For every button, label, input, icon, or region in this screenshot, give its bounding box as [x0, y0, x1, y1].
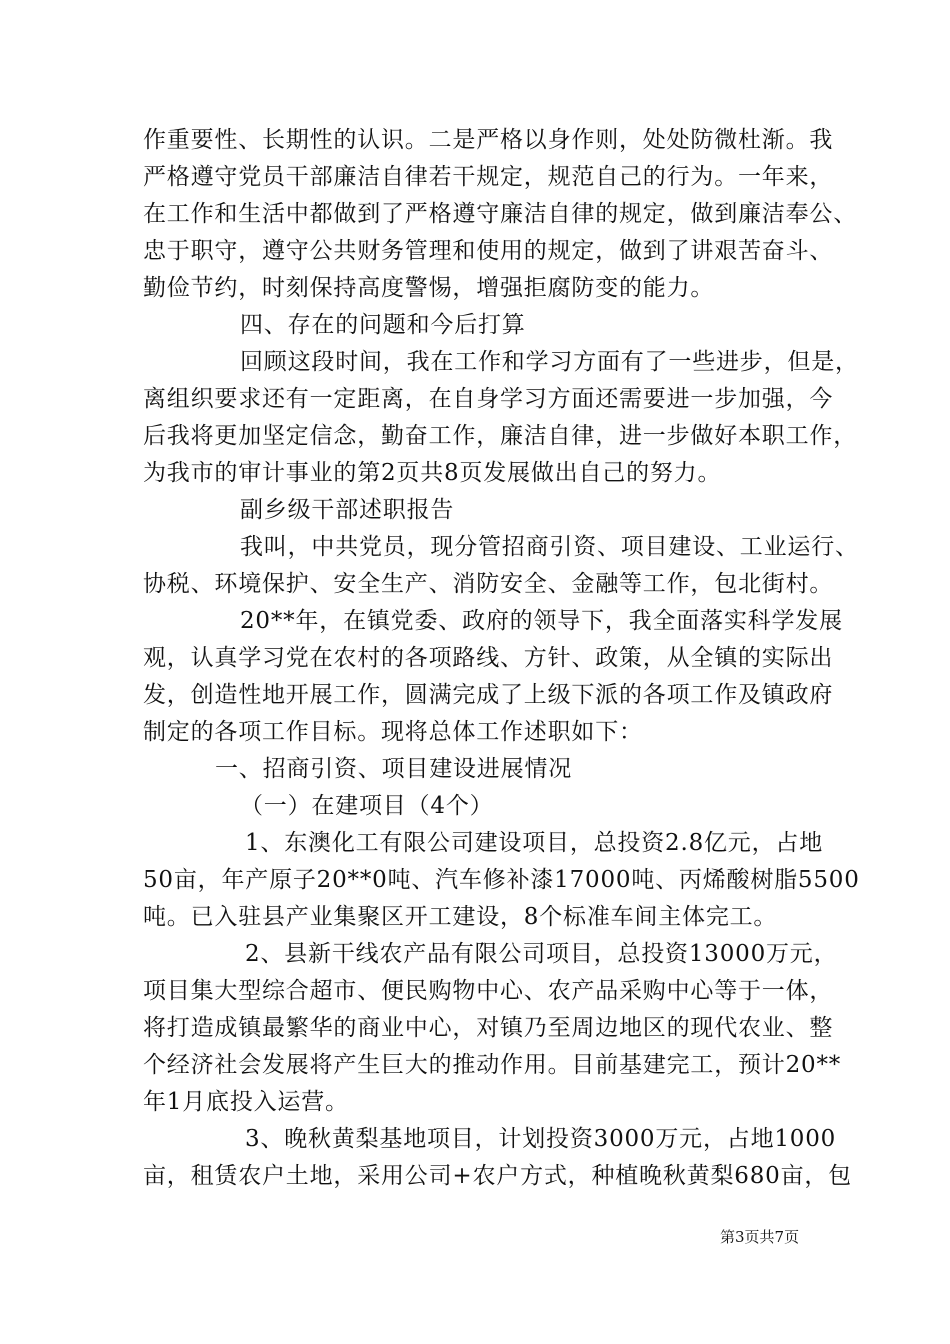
text-line: 发，创造性地开展工作，圆满完成了上级下派的各项工作及镇政府 [143, 682, 834, 708]
subsection-heading: （一）在建项目（4个） [240, 793, 494, 819]
text-line: 制定的各项工作目标。现将总体工作述职如下： [143, 719, 643, 745]
text-line: 勤俭节约，时刻保持高度警惕，增强拒腐防变的能力。 [143, 275, 715, 301]
text-line: 离组织要求还有一定距离，在自身学习方面还需要进一步加强，今 [143, 386, 834, 412]
text-line: 项目集大型综合超市、便民购物中心、农产品采购中心等于一体， [143, 978, 834, 1004]
section-heading: 四、存在的问题和今后打算 [240, 312, 526, 338]
text-line: 1、东澳化工有限公司建设项目，总投资2.8亿元，占地 [245, 830, 824, 856]
text-line: 20**年，在镇党委、政府的领导下，我全面落实科学发展 [240, 608, 843, 634]
text-line: 在工作和生活中都做到了严格遵守廉洁自律的规定，做到廉洁奉公、 [143, 201, 857, 227]
text-line: 后我将更加坚定信念，勤奋工作，廉洁自律，进一步做好本职工作， [143, 423, 857, 449]
text-line: 个经济社会发展将产生巨大的推动作用。目前基建完工，预计20** [143, 1052, 842, 1078]
text-line: 观，认真学习党在农村的各项路线、方针、政策，从全镇的实际出 [143, 645, 834, 671]
page-number-footer: 第3页共7页 [720, 1228, 800, 1246]
text-line: 50亩，年产原子20**0吨、汽车修补漆17000吨、丙烯酸树脂5500 [143, 867, 860, 893]
text-line: 将打造成镇最繁华的商业中心，对镇乃至周边地区的现代农业、整 [143, 1015, 834, 1041]
text-line: 年1月底投入运营。 [143, 1089, 349, 1115]
text-line: 严格遵守党员干部廉洁自律若干规定，规范自己的行为。一年来， [143, 164, 834, 190]
text-line: 亩，租赁农户土地，采用公司+农户方式，种植晚秋黄梨680亩，包 [143, 1163, 852, 1189]
text-line: 协税、环境保护、安全生产、消防安全、金融等工作，包北街村。 [143, 571, 834, 597]
text-line: 为我市的审计事业的第2页共8页发展做出自己的努力。 [143, 460, 722, 486]
text-line: 3、晚秋黄梨基地项目，计划投资3000万元，占地1000 [245, 1126, 837, 1152]
text-line: 回顾这段时间，我在工作和学习方面有了一些进步，但是， [240, 349, 859, 375]
text-line: 我叫，中共党员，现分管招商引资、项目建设、工业运行、 [240, 534, 859, 560]
text-line: 2、县新干线农产品有限公司项目，总投资13000万元， [245, 941, 838, 967]
text-line: 作重要性、长期性的认识。二是严格以身作则，处处防微杜渐。我 [143, 127, 834, 153]
report-title: 副乡级干部述职报告 [240, 497, 455, 523]
section-heading: 一、招商引资、项目建设进展情况 [215, 756, 572, 782]
text-line: 忠于职守，遵守公共财务管理和使用的规定，做到了讲艰苦奋斗、 [143, 238, 834, 264]
text-line: 吨。已入驻县产业集聚区开工建设，8个标准车间主体完工。 [143, 904, 778, 930]
